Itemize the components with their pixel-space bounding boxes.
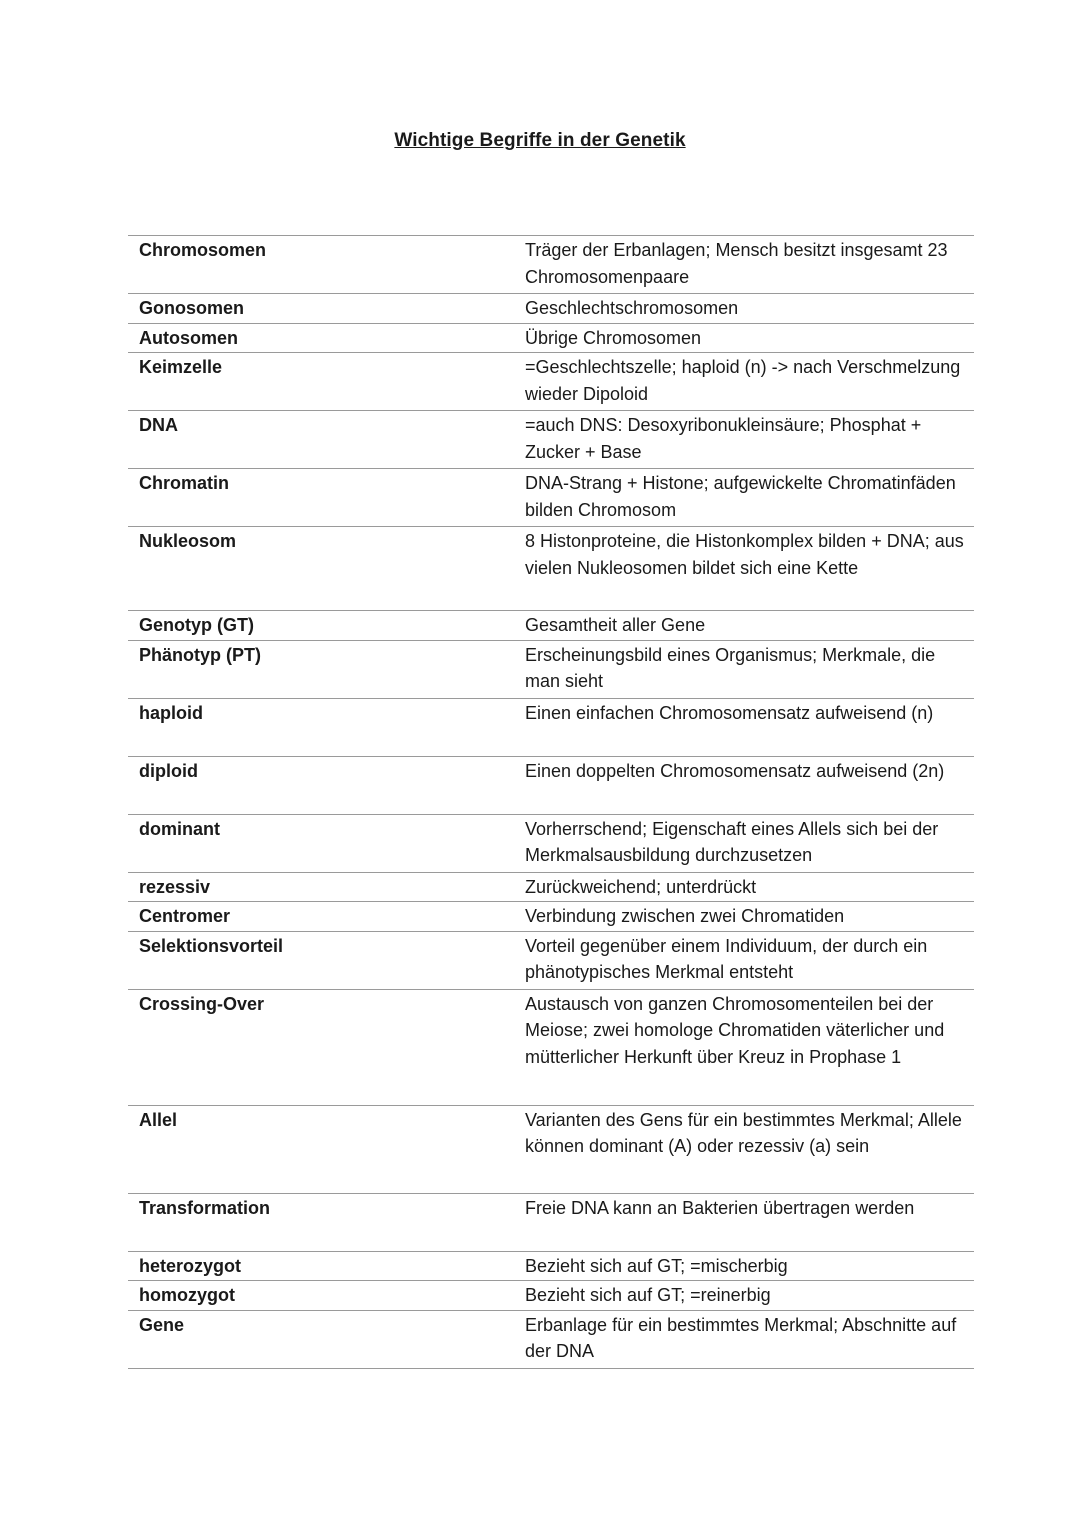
table-row xyxy=(128,411,974,469)
definition-cell: 8 Histonproteine, die Histonkomplex bilden + DNA; aus vielen Nukleosomen bildet sich eine Kette xyxy=(525,531,964,578)
definition-cell: Verbindung zwischen zwei Chromatiden xyxy=(525,906,845,926)
table-row xyxy=(128,1193,974,1251)
table-row xyxy=(128,640,974,698)
table-row xyxy=(128,1281,974,1311)
table-row xyxy=(128,1105,974,1193)
term-cell: dominant xyxy=(139,818,220,839)
table-row xyxy=(128,323,974,353)
term-cell: Genotyp (GT) xyxy=(139,615,254,635)
definition-cell: Erscheinungsbild eines Organismus; Merkmale, die man sieht xyxy=(525,644,936,691)
definition-cell: Geschlechtschromosomen xyxy=(525,298,739,318)
table-row xyxy=(128,814,974,872)
term-cell: Autosomen xyxy=(139,327,238,348)
definition-cell: Austausch von ganzen Chromosomenteilen bei der Meiose; zwei homologe Chromatiden väterlicher und mütterlicher Herkunft über Kreuz in Prophase 1 xyxy=(525,993,945,1067)
definition-cell: Übrige Chromosomen xyxy=(525,327,702,348)
definition-cell: Erbanlage für ein bestimmtes Merkmal; Abschnitte auf der DNA xyxy=(525,1314,957,1361)
term-cell: haploid xyxy=(139,702,203,723)
table-row xyxy=(128,236,974,294)
term-cell: Phänotyp (PT) xyxy=(139,644,261,665)
term-cell: Transformation xyxy=(139,1197,271,1218)
glossary-table xyxy=(128,235,974,1369)
term-cell: Selektionsvorteil xyxy=(139,935,284,956)
table-row xyxy=(128,1310,974,1368)
definition-cell: DNA-Strang + Histone; aufgewickelte Chromatinfäden bilden Chromosom xyxy=(525,473,956,520)
definition-cell: Freie DNA kann an Bakterien übertragen werden xyxy=(525,1197,915,1218)
term-cell: Chromosomen xyxy=(139,240,267,260)
definition-cell: Träger der Erbanlagen; Mensch besitzt insgesamt 23 Chromosomenpaare xyxy=(525,240,948,287)
table-row xyxy=(128,872,974,902)
term-cell: rezessiv xyxy=(139,876,211,897)
term-cell: Gonosomen xyxy=(139,298,245,318)
definition-cell: Bezieht sich auf GT; =mischerbig xyxy=(525,1255,788,1276)
term-cell: Nukleosom xyxy=(139,531,237,551)
term-cell: Centromer xyxy=(139,906,231,926)
term-cell: heterozygot xyxy=(139,1255,242,1276)
term-cell: Chromatin xyxy=(139,473,229,493)
definition-cell: Zurückweichend; unterdrückt xyxy=(525,876,757,897)
term-cell: diploid xyxy=(139,760,198,781)
table-row xyxy=(128,931,974,989)
term-cell: Allel xyxy=(139,1109,178,1130)
table-row xyxy=(128,756,974,814)
term-cell: Gene xyxy=(139,1314,185,1335)
definition-cell: Vorteil gegenüber einem Individuum, der durch ein phänotypisches Merkmal entsteht xyxy=(525,935,928,982)
term-cell: Keimzelle xyxy=(139,357,223,377)
table-row xyxy=(128,469,974,527)
table-row xyxy=(128,902,974,932)
term-cell: homozygot xyxy=(139,1285,235,1305)
table-row xyxy=(128,1251,974,1281)
page-title: Wichtige Begriffe in der Genetik xyxy=(394,130,686,151)
table-row xyxy=(128,989,974,1105)
term-cell: Crossing-Over xyxy=(139,993,265,1014)
table-row xyxy=(128,294,974,324)
definition-cell: Bezieht sich auf GT; =reinerbig xyxy=(525,1285,771,1305)
definition-cell: Vorherrschend; Eigenschaft eines Allels sich bei der Merkmalsausbildung durchzusetzen xyxy=(525,818,939,865)
definition-cell: Einen einfachen Chromosomensatz aufweisend (n) xyxy=(525,702,934,723)
definition-cell: =auch DNS: Desoxyribonukleinsäure; Phosphat + Zucker + Base xyxy=(525,415,922,462)
definition-cell: =Geschlechtszelle; haploid (n) -> nach Verschmelzung wieder Dipoloid xyxy=(525,357,961,404)
term-cell: DNA xyxy=(139,415,178,435)
table-row xyxy=(128,527,974,611)
table-row xyxy=(128,353,974,411)
table-row xyxy=(128,611,974,641)
definition-cell: Varianten des Gens für ein bestimmtes Merkmal; Allele können dominant (A) oder rezessiv (a) sein xyxy=(525,1109,962,1156)
table-row xyxy=(128,698,974,756)
definition-cell: Einen doppelten Chromosomensatz aufweisend (2n) xyxy=(525,760,945,781)
definition-cell: Gesamtheit aller Gene xyxy=(525,615,706,635)
